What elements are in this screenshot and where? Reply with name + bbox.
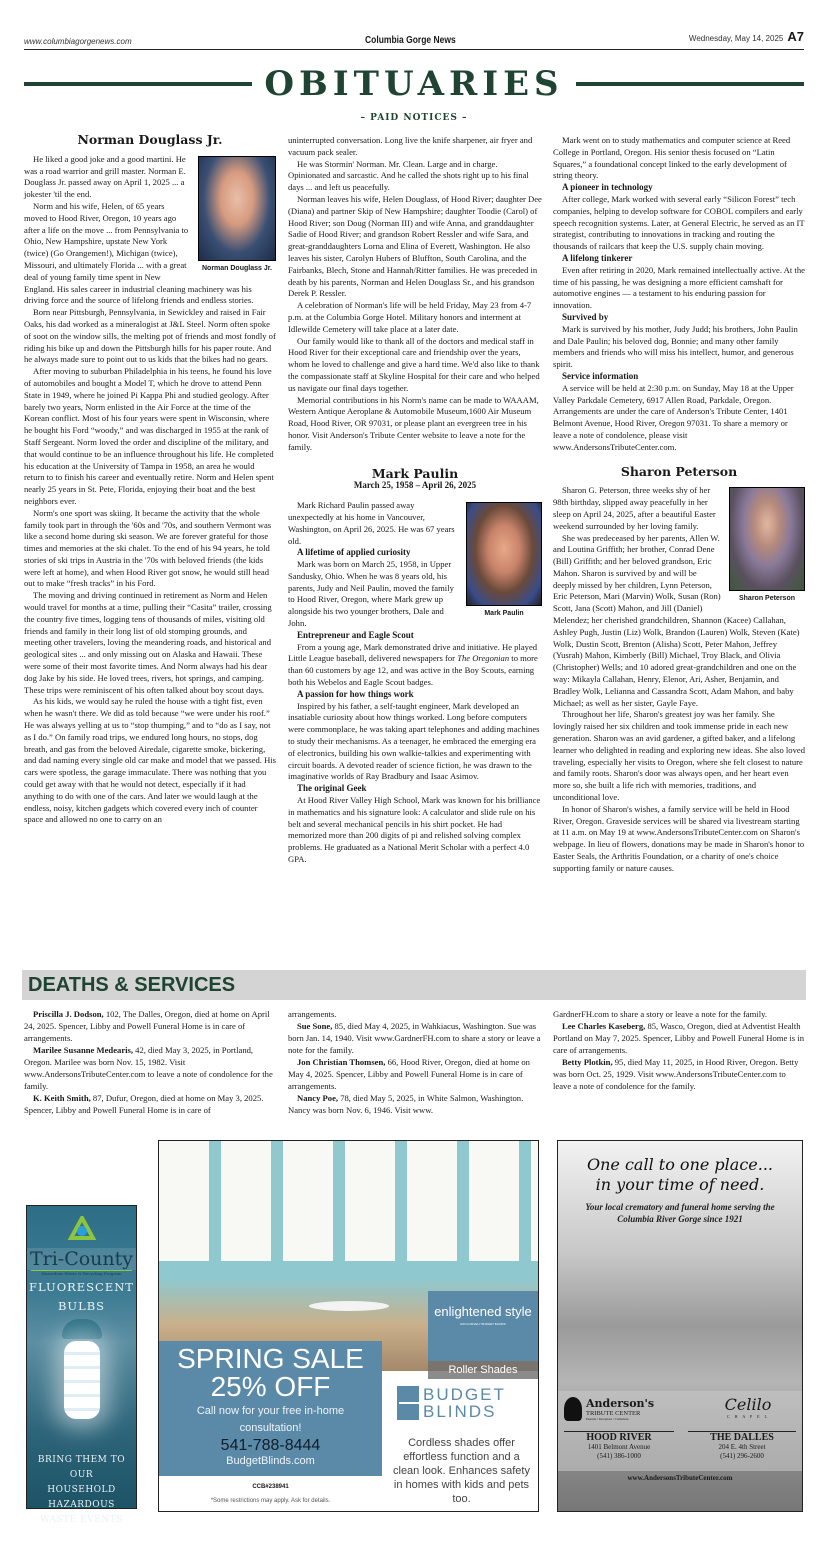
notice-text: 85, died May 4, 2025, in Wahkiacus, Washington. Sue was born Jan. 14, 1940. Visit www.GardnerFH.com to share a story or leave a note for the family. [288,1021,541,1055]
product-label: Roller Shades [428,1361,538,1379]
portrait-image [198,156,276,261]
ad-subhead: Your local crematory and funeral home serving the Columbia River Gorge since 1921 [585,1202,775,1224]
subheading: A passion for how things work [297,688,414,699]
andersons-logo [564,1397,674,1421]
death-notice [24,1044,276,1092]
ad-cta: BRING THEM TO OUR HOUSEHOLD HAZARDOUS WASTE EVENTS [37,1455,126,1525]
text: From a young age, Mark demonstrated drive and initiative. He played Little League baseball, delivered newspapers for [288,641,538,664]
paragraph: Mark Richard Paulin passed away unexpectedly at his home in Vancouver, Washington, on April 26, 2025. He was 67 years old. [288,500,455,546]
notice-text: 87, Dufur, Oregon, died at home on May 3, 2025. Spencer, Libby and Powell Funeral Home is in care of [24,1093,264,1115]
deceased-name: Priscilla J. Dodson, [33,1009,104,1019]
blinds-logo-icon [397,1386,419,1420]
brand-sub: TRIBUTE CENTER [586,1410,641,1417]
norman-photo [198,156,276,275]
paragraph: Norm's one sport was skiing. It became the activity that the whole family took part in through the '60s and '70s, and southern Vermont was like a second home during ski season. We are forever grateful for those times and memories at the ski chalet. To the end of his 94 years, he told stories of ski trips in Austria in the '70s with beloved friends (the kids were left at home), and when Hood River got snow, he would still head out to make “fresh tracks” in his Ford. [24,507,272,589]
location-city: HOOD RIVER [586,1432,652,1443]
paragraph: Mark is survived by his mother, Judy Judd; his brothers, John Paulin and Dale Paulin; his beloved dog, Bonnie; and many other family members and friends who will miss his intellect, humor, and generous spirit. [553,323,798,370]
deaths-column-2 [288,1008,542,1116]
paragraph: Memorial contributions in his Norm's name can be made to WAAAM, Western Antique Aeroplane & Automobile Museum,1600 Air Museum Road, Hood River, OR 97031, or please plant an evergreen tree in his honor. Visit Anderson's Tribute Center website to leave a note for the family. [288,394,539,452]
deceased-name: Marilee Susanne Medearis, [33,1045,134,1055]
subheading: A lifetime of applied curiosity [297,547,411,558]
death-notice [288,1020,542,1056]
paragraph: At Hood River Valley High School, Mark was known for his brilliance in mathematics and his signature look: A calculator and slide rule on his belt and several mechanical pencils in his shirt pocket. He had memorized more than 200 digits of pi and relished solving complex problems. He graduated as a National Merit Scholar with a perfect 4.0 GPA. [288,795,541,865]
paragraph: Our family would like to thank all of the doctors and medical staff in Hood River for their exceptional care and friendship over the years, whom he loved to challenge and give a hard time. We'd also like to thank the compassionate staff at Skyline Hospital for their care and who helped us navigate our final days together. [288,335,540,393]
obit-dates: March 25, 1958 – April 26, 2025 [353,480,477,491]
section-banner [24,64,804,104]
photo-caption: Mark Paulin [484,610,524,618]
paragraph: She was predeceased by her parents, Allen W. and Loutina Griffith; her brother, Conrad Dene (Bill) Griffith; and her beloved grandson, Eric Mahon. Sharon is survived by and will be deeply missed by her children, Lynn Peterson, Eric Peterson, Mari (Marvin) Wolk, Susan (Ron) Scott, Jana (Scott) Mahon, and Jill (Daniel) Melendez; her cherished grandchildren, Shannon (Kacee) Callahan, Ashley Pugh, Justin (Liz) Wolk, Brandon (Lauren) Wolk, Steven (Kate) Wolk, Dustin Scott, Brenton (Alisha) Scott, Peter Mahon, Jeffrey (Yusrah) Mahon, Kimberly (Bill) Michael, Troy Black, and Olivia (Christopher) Wells; and 10 adored great-grandchildren and one on the way: Mikayla Callahan, Henry, Elenor, Ari, Asher, Benjamin, and Bradley Wolk, Lelianna and Cassandra Scott, Adam Mahon, and baby Michael; as well as her sister, Gayle Faye. [553,532,800,708]
location-city: THE DALLES [710,1432,774,1443]
deceased-name: Sue Sone, [297,1021,333,1031]
chapel-name: Celilo [724,1395,772,1414]
ccb-license: CCB#238941 [252,1484,289,1490]
table-image [309,1301,389,1311]
brand-services: Funerals • Receptions • Cremations [586,1417,629,1421]
obit-name: Mark Paulin [371,465,459,481]
paragraph: After moving to suburban Philadelphia in his teens, he found his love of automobiles and bought a Model T, which he drove to attend Penn State in 1949, where he joined Pi Kappa Phi and studied geology. After barely two years, Norm enlisted in the Air Force at the time of the Korean conflict. Most of his four years were spent in Wisconsin, where he bought his Ford “woody,” and was discharged in 1955 at the rank of Staff Sergeant. Norm loved the order and discipline of the military, and that would continue to be an influence throughout his life. He completed his education at the University of Tampa in 1958, an area he would return to to finish his career and eventually retire. Norm and Helen spent nearly 25 years in St. Pete, Florida, enjoying their boat and the best neighbors ever. [24,366,274,506]
column-middle [288,135,542,866]
ad-line-1: FLUORESCENT [29,1280,134,1294]
tri-county-ad[interactable] [26,1205,137,1525]
sale-panel [159,1341,382,1476]
website-link[interactable]: BudgetBlinds.com [226,1455,315,1467]
notice-text: 85, Wasco, Oregon, died at Adventist Health Portland on May 7, 2025. Spencer, Libby and Powell Funeral Home is in care of arrangements. [553,1021,804,1055]
recycle-icon [67,1216,97,1246]
tri-county-brand: Tri-County [27,1248,136,1270]
paragraph: Norman leaves his wife, Helen Douglass, of Hood River; daughter Dee (Diana) and partner Skip of New Hampshire; daughter Toodie (Carol) of Hood River; son Doug (Norman III) and wife Anna, and granddaughter Sadie of Hood River; and grandson Robert Ressler and wife Sara, and great-granddaughters Lorna and Elina of Everett, Washington. He also leaves his sister, Carolyn Hubers of Bluffton, South Carolina, and the Fairbanks, Blech, Stone and Hannah/Ritter families. He was preceded in death by his parents, Norman and Helen Douglass Sr., and his grandson Derek P. Ressler. [288,193,542,299]
andersons-tribute-ad[interactable] [557,1140,803,1512]
paragraph: uninterrupted conversation. Long live the knife sharpener, air fryer and vacuum pack sealer. [288,135,533,157]
portrait-image [466,502,542,606]
paragraph: As his kids, we would say he ruled the house with a tight fist, even when he wasn't there. We did as told because “we were under his roof.” He was always yelling at us to “stop thumping,” and to “do as I say, not as I do.” On family road trips, we endured long hours, no stops, dog breath, and gas from the beloved Airedale, cigarette smoke, bickering, and dad naming every single old car make and model that we passed. His cars were spotless, the garage immaculate. There was nothing that you could get away with that he would not detect, especially if it had anything to do with one of the cars. And later we would laugh at the endless, noisy, kitchen gadgets which covered every inch of counter space and allowed no one to carry on an [24,696,277,825]
sale-headline: SPRING SALE [177,1343,364,1374]
ad-headline-1: One call to one place... [586,1155,774,1174]
paragraph: Mark was born on March 25, 1958, in Upper Sandusky, Ohio. When he was 8 years old, his parents, Judy and Neil Paulin, moved the family to Hood River, Oregon, where Mark grew up alongside his two younger brothers, Dale and John. [288,559,454,629]
location-address: 1401 Belmont Avenue [587,1443,651,1451]
ad-description: Cordless shades offer effortless function and a clean look. Enhances safety in homes with kids and pets too. [393,1437,530,1505]
subheading: Entrepreneur and Eagle Scout [297,629,414,640]
deaths-column-1 [24,1008,276,1116]
locations-panel [558,1391,802,1471]
ad-line-2: BULBS [57,1299,106,1313]
paragraph: He liked a good joke and a good martini. He was a road warrior and grill master. Norman E. Douglass Jr. passed away on April 1, 2025 ... a jokester 'til the end. [24,153,186,200]
death-notice [288,1056,542,1092]
paragraph: Mark went on to study mathematics and computer science at Reed College in Portland, Oregon. His senior thesis focused on “Latin Squares,” a foundational concept linked to the early development of string theory. [553,135,791,181]
paragraph: A service will be held at 2:30 p.m. on Sunday, May 18 at the Upper Valley Parkdale Cemetery, 6917 Allen Road, Parkdale, Oregon. Arrangements are under the care of Anderson's Tribute Center, 1401 Belmont Avenue, Hood River, Oregon 97031. To share a memory or leave a note of condolence, please visit www.AndersonsTributeCenter.com. [553,382,794,452]
death-notice [24,1092,276,1116]
notice-text: 78, died May 5, 2025, in White Salmon, Washington. Nancy was born Nov. 6, 1946. Visit www. [288,1093,524,1115]
paragraph: Norm and his wife, Helen, of 65 years moved to Hood River, Oregon, 10 years ago after a life on the move ... from Pennsylvania to Ohio, New Hampshire, upstate New York (twice) (Go Orangemen!), Michigan (twice), Missouri, and ultimately Florida ... with a great deal of young family time spent in New England. His sales career in industrial cleaning machinery was his driving force and the source of lifelong friends and endless stories. [24,200,254,306]
subheading: A pioneer in technology [562,182,653,193]
location-address: 204 E. 4th Street [718,1443,766,1451]
notice-text: arrangements. [288,1009,337,1019]
publication-title: The Oregonian [457,653,510,664]
phone-number[interactable]: 541-788-8444 [220,1437,321,1454]
paragraph: In honor of Sharon's wishes, a family service will be held in Hood River, Oregon. Graveside services will be shared via livestream starting at 11 a.m. on May 19 at www.AndersonsTributeCenter.com on Sharon's webpage. In lieu of flowers, donations may be made in Sharon's honor to Easter Seals, the Arthritis Foundation, or a charity of one's choice supporting family or nature causes. [553,803,805,873]
fluorescent-bulb-icon [64,1341,100,1419]
obit-name: Sharon Peterson [620,463,738,479]
obituary-norman [24,132,276,826]
brand-name: Anderson's [586,1397,655,1410]
andersons-website[interactable]: www.AndersonsTributeCenter.com [627,1474,733,1482]
bulb-base-icon [62,1319,102,1339]
notice-text: 102, The Dalles, Oregon, died at home on April 24, 2025. Spencer, Libby and Powell Funeral Home is in care of arrangements. [24,1009,270,1043]
deaths-services-header [22,970,806,1000]
notice-text: 95, died May 11, 2025, in Hood River, Oregon. Betty was born Oct. 25, 1929. Visit www.AndersonsTributeCenter.com to leave a note of condolence for the family. [553,1057,799,1091]
deceased-name: Jon Christian Thomsen, [297,1057,386,1067]
paragraph: Throughout her life, Sharon's greatest joy was her family. She lovingly raised her six children and took immense pride in each new generation. Sharon was an avid gardener, a gifted baker, and a lifelong learner who delighted in reading and exploring new ideas. She also loved traveling, especially her visits to Oregon, where she felt closest to nature and family roots. Sharon's door was always open, and her heart even more so, she built a life rich with memories, traditions, and unconditional love. [553,709,806,803]
section-title: OBITUARIES [264,64,564,104]
issue-date: Wednesday, May 14, 2025 [688,34,784,43]
text: to more than 60 customers by age 12, and was active in the Boy Scouts, earning both his Webelos and Eagle Scout badges. [288,653,538,688]
roller-shades-image [159,1141,539,1261]
tree-icon [564,1397,582,1421]
deceased-name: Betty Plotkin, [562,1057,613,1067]
paragraph: Inspired by his father, a self-taught engineer, Mark developed an insatiable curiosity about how things worked. Long before computers were commonplace, he was taking apart telephones and adding machines to study their mechanisms. As a teenager, he embraced the emerging era of electronics, building his own walkie-talkies and experimenting with circuit boards. A devoted reader of science fiction, he was drawn to the imaginative worlds of Ray Bradbury and Isaac Asimov. [288,700,540,782]
death-notice [288,1092,542,1116]
paragraph: A celebration of Norman's life will be held Friday, May 23 from 4-7 p.m. at the Columbia Gorge Hotel. Military honors and interment at Idlewilde Cemetery will take place at a later date. [288,300,532,334]
subheading: A lifelong tinkerer [562,252,633,263]
paid-notices-label: – PAID NOTICES – [360,113,468,123]
badge-sub: EXCLUSIVELY BUDGET BLINDS [460,1322,506,1326]
site-url: www.columbiagorgenews.com [24,37,132,46]
paragraph: Sharon G. Peterson, three weeks shy of her 98th birthday, slipped away peacefully in her sleep on April 24, 2025, after a beautiful Easter weekend surrounded by her loving family. [553,485,716,531]
sale-discount: 25% OFF [210,1371,331,1402]
logo-line-2: BLINDS [423,1402,497,1421]
deceased-name: Lee Charles Kaseberg, [562,1021,646,1031]
column-right [553,135,805,875]
subheading: The original Geek [297,783,367,794]
notice-text: 42, died May 3, 2025, in Portland, Oregon. Marilee was born Nov. 15, 1982. Visit www.AndersonsTributeCenter.com to leave a note of condolence for the family. [24,1045,273,1091]
death-notice [24,1008,276,1044]
deaths-column-3 [553,1008,805,1092]
notice-text: GardnerFH.com to share a story or leave a note for the family. [553,1009,767,1019]
location-hood-river [564,1431,674,1461]
logo-line-1: BUDGET [423,1385,506,1404]
photo-caption: Sharon Peterson [738,595,795,603]
subheading: Service information [562,370,639,381]
location-the-dalles [688,1431,796,1461]
location-phone[interactable]: (541) 386-1000 [597,1452,641,1460]
celilo-chapel-logo [698,1395,798,1419]
banner-rule-right [576,82,804,86]
location-phone[interactable]: (541) 296-2600 [720,1452,764,1460]
paragraph: After college, Mark worked with several early “Silicon Forest” tech companies, helping to develop software for COBOL compilers and early speech recognition systems. Later, at General Electric, he served as an IT strategist, contributing to innovations in tracking and routing the thousands of railcars that keep the U.S. supply chain moving. [553,193,805,252]
deceased-name: Nancy Poe, [297,1093,339,1103]
budget-blinds-ad[interactable] [158,1140,539,1512]
page-folio [24,29,804,50]
portrait-image [729,487,805,591]
enlightened-style-badge [428,1291,538,1361]
ad-headline-2: in your time of need. [595,1175,765,1194]
deceased-name: K. Keith Smith, [33,1093,91,1103]
budget-blinds-logo [397,1386,506,1420]
chapel-sub: C H A P E L [727,1414,769,1419]
obit-name: Norman Douglass Jr. [77,132,223,147]
paragraph: He was Stormin' Norman. Mr. Clean. Large and in charge. Opinionated and sarcastic. And he called the shots right up to his final days ... and left us peacefully. [288,158,529,193]
paragraph: Born near Pittsburgh, Pennsylvania, in Sewickley and raised in Fair Oaks, his dad worked as a mineralogist at J&L Steel. Norm often spoke of soot on the window sills, the melting pot of friends and most fondly of riding his bike up and down the Pittsburgh hills for his paper route. And he always made sure to point out to us kids that the bikes had no gears. [24,307,276,365]
page-number: A7 [787,29,804,44]
death-notice [553,1020,805,1056]
sale-call: Call now for your free in-home consultation! [196,1405,345,1434]
sharon-photo [729,487,805,605]
death-notice [553,1056,805,1092]
subheading: Survived by [562,311,609,322]
paragraph [288,642,542,689]
tri-county-tagline: Hazardous Waste & Recycling Program [31,1270,132,1276]
photo-caption: Norman Douglass Jr. [201,264,273,272]
paragraph: Even after retiring in 2020, Mark remained intellectually active. At the time of his passing, he was designing a more efficient camshaft for automotive engines — a testament to his enduring passion for innovation. [553,264,805,311]
deaths-title: DEATHS & SERVICES [28,974,236,996]
newspaper-name: Columbia Gorge News [364,35,456,46]
disclaimer: *Some restrictions may apply. Ask for details. [210,1498,331,1504]
mark-photo [466,502,542,620]
paragraph: The moving and driving continued in retirement as Norm and Helen would travel for months at a time, pulling their “Casita” trailer, crossing the country five times, logging tens of thousands of miles, visiting old friends and family in their long list of old stomping grounds, and meeting other travelers, loving the meandering roads, and historical and geological sites ... and only missing out on Alaska and Hawaii. These were some of their most favorite times. And Norm always had his dear dog Jake by his side. He loved trees, rivers, hot springs, and camping. These trips were reminiscent of his often talked about boy scout days. [24,590,272,695]
banner-rule-left [24,82,252,86]
notice-text: 66, Hood River, Oregon, died at home on May 4, 2025. Spencer, Libby and Powell Funeral Home is in care of arrangements. [288,1057,530,1091]
badge-brand: enlightened style [434,1304,532,1319]
